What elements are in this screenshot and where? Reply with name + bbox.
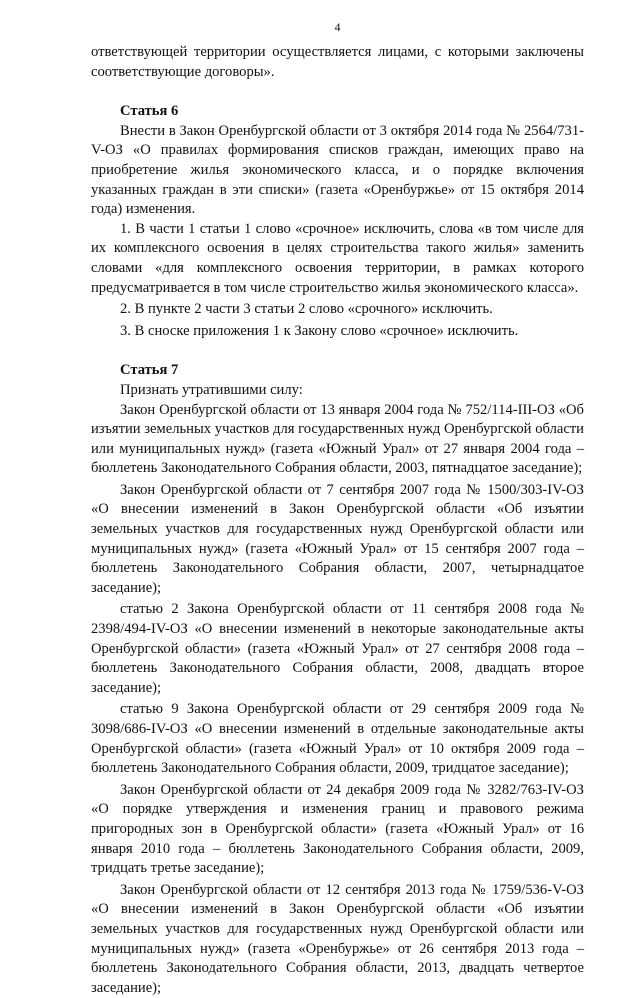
article-7-item-5: Закон Оренбургской области от 24 декабря 2009 года № 3282/763-IV-ОЗ «О порядке утверждения и изменения границ и правового режима пригородных зон в Оренбургской области» (газета «Южный Урал» от 16 января 2010 года – бюллетень Законодательного Собрания области, 2009, тридцать третье заседание); bbox=[91, 781, 584, 877]
page-number: 4 bbox=[334, 20, 341, 34]
article-7-item-3: статью 2 Закона Оренбургской области от 11 сентября 2008 года № 2398/494-IV-ОЗ «О внесении изменений в некоторые законодательные акты Оренбургской области» (газета «Южный Урал» от 27 сентября 2008 года – бюллетень Законодательного Собрания области, 2008, двадцать второе заседание); bbox=[91, 601, 584, 696]
article-6-lead: Внести в Закон Оренбургской области от 3 октября 2014 года № 2564/731-V-ОЗ «О правилах формирования списков граждан, имеющих право на приобретение жилья экономического класса, и о порядке включения указанных граждан в эти списки» (газета «Оренбуржье» от 15 октября 2014 года) изменения. bbox=[91, 122, 584, 218]
article-7-item-2: Закон Оренбургской области от 7 сентября 2007 года № 1500/303-IV-ОЗ «О внесении изменений в Закон Оренбургской области «Об изъятии земельных участков для государственных нужд Оренбургской области или муниципальных нужд» (газета «Южный Урал» от 15 сентября 2007 года – бюллетень Законодательного Собрания области, 2007, четырнадцатое заседание); bbox=[91, 481, 584, 596]
article-6-item-1: 1. В части 1 статьи 1 слово «срочное» исключить, слова «в том числе для их комплексного освоения в целях строительства такого жилья» заменить словами «для комплексного освоения территории, в рамках которого предусматривается в том числе строительство жилья экономического класса». bbox=[91, 220, 584, 296]
intro-continuation: ответствующей территории осуществляется лицами, с которыми заключены соответствующие договоры». bbox=[91, 44, 584, 80]
article-6-heading: Статья 6 bbox=[120, 103, 179, 120]
article-7-item-6: Закон Оренбургской области от 12 сентября 2013 года № 1759/536-V-ОЗ «О внесении изменений в Закон Оренбургской области «Об изъятии земельных участков для государственных нужд Оренбургской области или муниципальных нужд» (газета «Оренбуржье» от 26 сентября 2013 года – бюллетень Законодательного Собрания области, 2013, двадцать четвертое заседание); bbox=[91, 881, 584, 996]
article-6-item-3: 3. В сноске приложения 1 к Закону слово «срочное» исключить. bbox=[120, 322, 519, 339]
article-7-item-1: Закон Оренбургской области от 13 января 2004 года № 752/114-III-ОЗ «Об изъятии земельных участков для государственных нужд Оренбургской области или муниципальных нужд» (газета «Южный Урал» от 27 января 2004 года – бюллетень Законодательного Собрания области, 2003, пятнадцатое заседание); bbox=[91, 401, 584, 477]
article-7-heading: Статья 7 bbox=[120, 362, 179, 379]
article-7-item-4: статью 9 Закона Оренбургской области от 29 сентября 2009 года № 3098/686-IV-ОЗ «О внесении изменений в отдельные законодательные акты Оренбургской области» (газета «Южный Урал» от 10 октября 2009 года – бюллетень Законодательного Собрания области, 2009, тридцатое заседание); bbox=[91, 701, 584, 777]
article-6-item-2: 2. В пункте 2 части 3 статьи 2 слово «срочного» исключить. bbox=[120, 301, 493, 318]
article-7-lead: Признать утратившими силу: bbox=[120, 381, 303, 398]
